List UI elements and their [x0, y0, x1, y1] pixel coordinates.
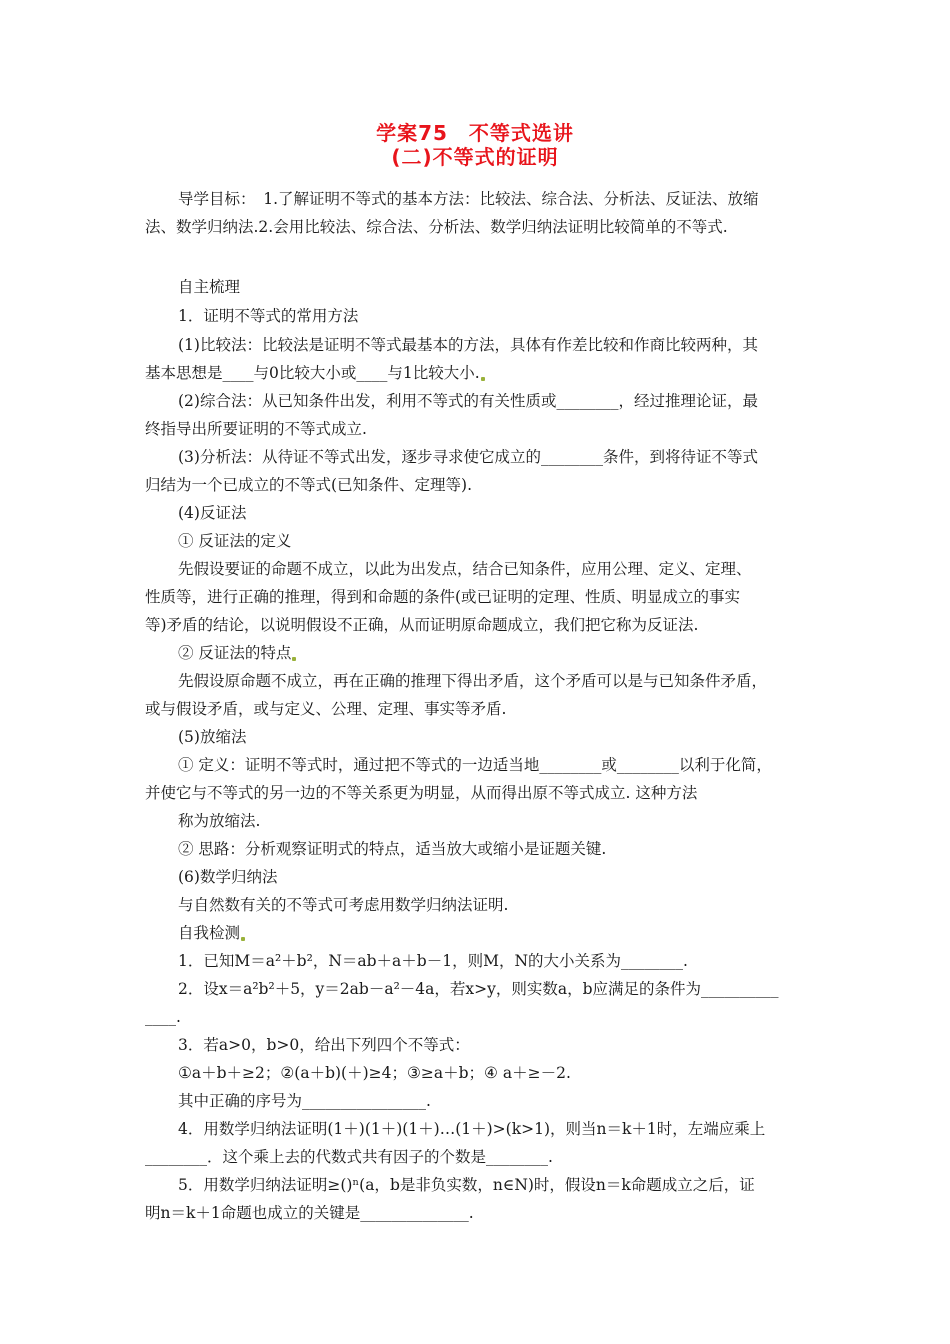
paragraph-line: 归结为一个已成立的不等式(已知条件、定理等). [145, 476, 473, 494]
objective-line-1: 导学目标： 1.了解证明不等式的基本方法：比较法、综合法、分析法、反证法、放缩 [178, 190, 759, 208]
paragraph-line: (6)数学归纳法 [178, 868, 278, 886]
paragraph-line: 1．证明不等式的常用方法 [178, 307, 359, 325]
paragraph-line: (5)放缩法 [178, 728, 247, 746]
mark-dot [481, 377, 485, 381]
paragraph-text: ② 反证法的特点 [178, 644, 292, 662]
question-3: 3．若a>0，b>0，给出下列四个不等式： [178, 1036, 470, 1054]
paragraph-line: 先假设原命题不成立，再在正确的推理下得出矛盾，这个矛盾可以是与已知条件矛盾， [178, 672, 768, 690]
document-title: 学案75 不等式选讲 [376, 121, 574, 145]
question-4: 4．用数学归纳法证明(1＋)(1＋)(1＋)…(1＋)>(k>1)，则当n＝k＋1时，左端应乘上 [178, 1120, 766, 1138]
mark-dot [292, 657, 296, 661]
paragraph-line: (1)比较法：比较法是证明不等式最基本的方法，具体有作差比较和作商比较两种，其 [178, 336, 758, 354]
section-heading-selftest [178, 922, 245, 944]
paragraph-line [145, 362, 485, 384]
paragraph-line: 等)矛盾的结论，以说明假设不正确，从而证明原命题成立，我们把它称为反证法. [145, 616, 699, 634]
paragraph-line: 或与假设矛盾，或与定义、公理、定理、事实等矛盾. [145, 700, 507, 718]
objective-line-2: 法、数学归纳法.2.会用比较法、综合法、分析法、数学归纳法证明比较简单的不等式. [145, 218, 728, 236]
document-subtitle: (二)不等式的证明 [391, 145, 559, 169]
paragraph-line: 称为放缩法. [178, 812, 261, 830]
paragraph-line: 先假设要证的命题不成立，以此为出发点，结合已知条件，应用公理、定义、定理、 [178, 560, 752, 578]
paragraph-text: 基本思想是____与0比较大小或____与1比较大小. [145, 364, 480, 382]
question-5-cont: 明n＝k＋1命题也成立的关键是______________. [145, 1204, 474, 1222]
question-5: 5．用数学归纳法证明≥()ⁿ(a，b是非负实数，n∈N)时，假设n＝k命题成立之后，证 [178, 1176, 755, 1194]
paragraph-line: 终指导出所要证明的不等式成立. [145, 420, 367, 438]
paragraph-line: (2)综合法：从已知条件出发，利用不等式的有关性质或________，经过推理论证，最 [178, 392, 758, 410]
question-4-cont: ________．这个乘上去的代数式共有因子的个数是________. [145, 1148, 553, 1166]
paragraph-line [178, 642, 296, 664]
paragraph-line: 与自然数有关的不等式可考虑用数学归纳法证明. [178, 896, 509, 914]
question-2: 2．设x＝a²b²＋5，y＝2ab－a²－4a，若x>y，则实数a，b应满足的条件为__________ [178, 980, 779, 998]
paragraph-line: (4)反证法 [178, 504, 247, 522]
paragraph-line: ① 定义：证明不等式时，通过把不等式的一边适当地________或________以利于化简， [178, 756, 772, 774]
paragraph-line: ① 反证法的定义 [178, 532, 292, 550]
section-heading-review: 自主梳理 [178, 278, 241, 296]
question-3-answer: 其中正确的序号为________________. [178, 1092, 431, 1110]
paragraph-line: ② 思路：分析观察证明式的特点，适当放大或缩小是证题关键. [178, 840, 607, 858]
question-1: 1．已知M＝a²＋b²，N＝ab＋a＋b－1，则M，N的大小关系为________. [178, 952, 688, 970]
paragraph-text: 自我检测 [178, 924, 241, 942]
question-3-options: ①a＋b＋≥2；②(a＋b)(＋)≥4；③≥a＋b；④ a＋≥－2. [178, 1064, 571, 1082]
mark-dot [241, 937, 245, 941]
paragraph-line: 并使它与不等式的另一边的不等关系更为明显，从而得出原不等式成立. 这种方法 [145, 784, 698, 802]
paragraph-line: (3)分析法：从待证不等式出发，逐步寻求使它成立的________条件，到将待证不等式 [178, 448, 758, 466]
paragraph-line: 性质等，进行正确的推理，得到和命题的条件(或已证明的定理、性质、明显成立的事实 [145, 588, 741, 606]
question-2-cont: ____. [145, 1008, 181, 1026]
